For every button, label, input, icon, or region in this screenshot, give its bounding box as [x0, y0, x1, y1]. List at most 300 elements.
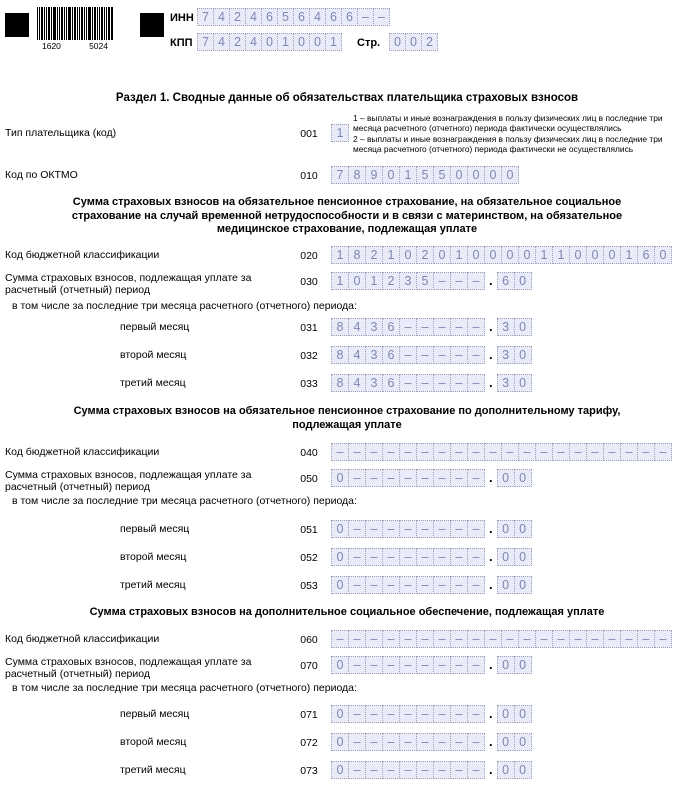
char-cell: –	[357, 8, 374, 26]
barcode-digits	[36, 41, 114, 51]
row-code-031: 031	[300, 322, 318, 334]
char-cell: –	[433, 272, 451, 290]
char-cell: 6	[382, 374, 400, 392]
char-cell: –	[416, 761, 434, 779]
char-cell: –	[433, 346, 451, 364]
char-cell: 0	[450, 166, 468, 184]
char-cell: 6	[293, 8, 310, 26]
amount-field-033	[331, 374, 532, 392]
amount-field-073	[331, 761, 532, 779]
char-cell: –	[637, 630, 655, 648]
kbk-label: Код бюджетной классификации	[5, 633, 160, 645]
char-cell: –	[484, 443, 502, 461]
char-cell: –	[433, 705, 451, 723]
char-cell: –	[365, 656, 383, 674]
char-cell: 0	[382, 166, 400, 184]
row-month1-051	[0, 520, 694, 540]
char-cell: 4	[245, 8, 262, 26]
row-code-070: 070	[300, 660, 318, 672]
char-cell: 0	[331, 548, 349, 566]
char-cell: 8	[331, 318, 349, 336]
char-cell: –	[654, 443, 672, 461]
row-month1-031	[0, 318, 694, 338]
char-cell: 3	[497, 318, 515, 336]
amount-int-053	[331, 576, 485, 594]
char-cell: –	[382, 443, 400, 461]
inn-field	[197, 8, 390, 26]
char-cell: 1	[620, 246, 638, 264]
char-cell: 0	[514, 272, 532, 290]
char-cell: –	[552, 630, 570, 648]
registration-mark-right	[140, 13, 164, 37]
char-cell: –	[416, 374, 434, 392]
char-cell: –	[399, 761, 417, 779]
month1-label: первый месяц	[120, 523, 190, 535]
including-note-3: в том числе за последние три месяца расчетного (отчетного) периода:	[12, 682, 357, 694]
char-cell: 8	[348, 246, 366, 264]
char-cell: –	[365, 761, 383, 779]
amount-field-051	[331, 520, 532, 538]
char-cell: 7	[197, 8, 214, 26]
char-cell: –	[552, 443, 570, 461]
section-title: Раздел 1. Сводные данные об обязательствах плательщика страховых взносов	[115, 92, 579, 104]
row-code-010: 010	[300, 170, 318, 182]
decimal-separator: .	[489, 706, 493, 721]
char-cell: –	[365, 630, 383, 648]
char-cell: 0	[348, 272, 366, 290]
page-number-label: Стр.	[357, 37, 381, 49]
amount-int-073	[331, 761, 485, 779]
amount-int-032	[331, 346, 485, 364]
char-cell: 0	[501, 246, 519, 264]
char-cell: –	[467, 630, 485, 648]
char-cell: 1	[535, 246, 553, 264]
amount-frac-031	[497, 318, 532, 336]
char-cell: 4	[348, 374, 366, 392]
char-cell: 1	[450, 246, 468, 264]
kbk-label: Код бюджетной классификации	[5, 249, 160, 261]
month2-label: второй месяц	[120, 736, 187, 748]
payer-type-note-line1: 1 – выплаты и иные вознаграждения в пользу физических лиц в последние три месяца расчетного (отчетного) периода фактически осуществлялись	[353, 113, 663, 134]
char-cell: 1	[331, 272, 349, 290]
char-cell: –	[365, 520, 383, 538]
char-cell: –	[382, 520, 400, 538]
char-cell: 0	[331, 576, 349, 594]
decimal-separator: .	[489, 549, 493, 564]
row-month3-053	[0, 576, 694, 596]
char-cell: 4	[213, 8, 230, 26]
char-cell: 0	[309, 33, 326, 51]
char-cell: –	[416, 346, 434, 364]
char-cell: 6	[261, 8, 278, 26]
char-cell: 2	[229, 8, 246, 26]
char-cell: –	[450, 705, 468, 723]
char-cell: 2	[365, 246, 383, 264]
amount-frac-053	[497, 576, 532, 594]
char-cell: 0	[497, 576, 515, 594]
char-cell: –	[416, 705, 434, 723]
char-cell: 2	[382, 272, 400, 290]
char-cell: –	[433, 520, 451, 538]
char-cell: –	[433, 630, 451, 648]
amount-int-071	[331, 705, 485, 723]
char-cell: –	[399, 346, 417, 364]
char-cell: 2	[416, 246, 434, 264]
char-cell: –	[348, 443, 366, 461]
char-cell: 4	[213, 33, 230, 51]
row-kbk-1	[0, 246, 694, 266]
subsection-title-2: Сумма страховых взносов на обязательное пенсионное страхование по дополнительному тарифу, подлежащая уплате	[73, 405, 621, 431]
char-cell: –	[450, 374, 468, 392]
row-code-020: 020	[300, 250, 318, 262]
char-cell: 0	[654, 246, 672, 264]
char-cell: –	[365, 705, 383, 723]
char-cell: 4	[309, 8, 326, 26]
char-cell: –	[467, 318, 485, 336]
char-cell: 1	[331, 246, 349, 264]
char-cell: 0	[497, 705, 515, 723]
char-cell: –	[467, 374, 485, 392]
char-cell: –	[467, 443, 485, 461]
char-cell: –	[637, 443, 655, 461]
char-cell: 3	[365, 346, 383, 364]
char-cell: 0	[293, 33, 310, 51]
amount-frac-072	[497, 733, 532, 751]
char-cell: –	[450, 548, 468, 566]
char-cell: –	[433, 318, 451, 336]
month1-label: первый месяц	[120, 321, 190, 333]
decimal-separator: .	[489, 273, 493, 288]
row-code-052: 052	[300, 552, 318, 564]
month2-label: второй месяц	[120, 349, 187, 361]
char-cell: –	[399, 630, 417, 648]
char-cell: 3	[365, 318, 383, 336]
char-cell: –	[518, 630, 536, 648]
char-cell: 0	[261, 33, 278, 51]
char-cell: 0	[497, 548, 515, 566]
char-cell: –	[416, 469, 434, 487]
char-cell: –	[450, 272, 468, 290]
amount-frac-052	[497, 548, 532, 566]
char-cell: –	[433, 469, 451, 487]
row-code-060: 060	[300, 634, 318, 646]
char-cell: –	[382, 761, 400, 779]
char-cell: 0	[331, 761, 349, 779]
row-amount-050	[0, 469, 694, 493]
decimal-separator: .	[489, 657, 493, 672]
char-cell: 4	[245, 33, 262, 51]
amount-period-label: Сумма страховых взносов, подлежащая уплате за расчетный (отчетный) период	[5, 469, 252, 493]
payer-type-note	[353, 113, 692, 155]
char-cell: 1	[365, 272, 383, 290]
char-cell: –	[450, 520, 468, 538]
char-cell: –	[399, 318, 417, 336]
char-cell: 0	[331, 733, 349, 751]
amount-field-053	[331, 576, 532, 594]
char-cell: –	[501, 630, 519, 648]
char-cell: –	[586, 443, 604, 461]
kbk-label: Код бюджетной классификации	[5, 446, 160, 458]
char-cell: –	[382, 576, 400, 594]
char-cell: –	[518, 443, 536, 461]
amount-field-072	[331, 733, 532, 751]
including-note-1: в том числе за последние три месяца расчетного (отчетного) периода:	[12, 300, 357, 312]
amount-field-071	[331, 705, 532, 723]
payer-type-label: Тип плательщика (код)	[5, 127, 117, 139]
char-cell: –	[399, 520, 417, 538]
char-cell: –	[348, 469, 366, 487]
char-cell: –	[416, 318, 434, 336]
amount-frac-071	[497, 705, 532, 723]
char-cell: –	[416, 576, 434, 594]
char-cell: –	[535, 443, 553, 461]
kbk-field-020	[331, 246, 672, 264]
char-cell: 5	[416, 166, 434, 184]
row-month2-032	[0, 346, 694, 366]
decimal-separator: .	[489, 375, 493, 390]
amount-int-052	[331, 548, 485, 566]
char-cell: 0	[433, 246, 451, 264]
char-cell: –	[416, 630, 434, 648]
row-month1-071	[0, 705, 694, 725]
amount-frac-033	[497, 374, 532, 392]
char-cell: –	[603, 630, 621, 648]
payer-type-field	[331, 124, 349, 142]
char-cell: 0	[389, 33, 406, 51]
char-cell: 1	[552, 246, 570, 264]
row-code-071: 071	[300, 709, 318, 721]
amount-int-030	[331, 272, 485, 290]
char-cell: –	[348, 761, 366, 779]
amount-frac-073	[497, 761, 532, 779]
char-cell: –	[365, 576, 383, 594]
char-cell: –	[399, 374, 417, 392]
decimal-separator: .	[489, 319, 493, 334]
char-cell: –	[450, 733, 468, 751]
char-cell: –	[365, 469, 383, 487]
char-cell: 0	[514, 733, 532, 751]
month3-label: третий месяц	[120, 579, 186, 591]
page-number-field	[389, 33, 438, 51]
char-cell: –	[467, 733, 485, 751]
char-cell: 0	[603, 246, 621, 264]
row-code-073: 073	[300, 765, 318, 777]
char-cell: –	[450, 656, 468, 674]
amount-int-070	[331, 656, 485, 674]
row-oktmo	[0, 166, 694, 186]
barcode-digits-right: 5024	[89, 41, 108, 51]
row-code-032: 032	[300, 350, 318, 362]
char-cell: –	[467, 761, 485, 779]
char-cell: 0	[405, 33, 422, 51]
char-cell: –	[501, 443, 519, 461]
char-cell: –	[365, 733, 383, 751]
char-cell: –	[348, 733, 366, 751]
char-cell: 1	[331, 124, 349, 142]
char-cell: –	[467, 656, 485, 674]
char-cell: 1	[399, 166, 417, 184]
char-cell: 0	[484, 166, 502, 184]
char-cell: 7	[197, 33, 214, 51]
char-cell: –	[450, 318, 468, 336]
char-cell: –	[450, 443, 468, 461]
char-cell: –	[467, 520, 485, 538]
char-cell: 0	[497, 656, 515, 674]
char-cell: –	[416, 443, 434, 461]
row-kbk-3	[0, 630, 694, 650]
char-cell: –	[399, 656, 417, 674]
char-cell: –	[348, 630, 366, 648]
char-cell: –	[467, 705, 485, 723]
char-cell: –	[331, 630, 349, 648]
char-cell: –	[416, 733, 434, 751]
char-cell: –	[348, 705, 366, 723]
char-cell: –	[569, 443, 587, 461]
row-code-040: 040	[300, 447, 318, 459]
char-cell: 0	[514, 469, 532, 487]
char-cell: –	[399, 576, 417, 594]
char-cell: 0	[497, 761, 515, 779]
char-cell: –	[654, 630, 672, 648]
amount-frac-051	[497, 520, 532, 538]
char-cell: 5	[416, 272, 434, 290]
char-cell: 3	[399, 272, 417, 290]
amount-field-050	[331, 469, 532, 487]
char-cell: –	[399, 469, 417, 487]
char-cell: –	[433, 761, 451, 779]
char-cell: 8	[331, 346, 349, 364]
decimal-separator: .	[489, 577, 493, 592]
char-cell: 0	[569, 246, 587, 264]
char-cell: –	[399, 733, 417, 751]
char-cell: 0	[514, 346, 532, 364]
inn-label: ИНН	[170, 12, 194, 24]
char-cell: –	[433, 576, 451, 594]
amount-period-label: Сумма страховых взносов, подлежащая уплате за расчетный (отчетный) период	[5, 656, 252, 680]
char-cell: –	[382, 548, 400, 566]
char-cell: –	[373, 8, 390, 26]
char-cell: 0	[399, 246, 417, 264]
char-cell: –	[620, 630, 638, 648]
char-cell: 6	[341, 8, 358, 26]
char-cell: 8	[331, 374, 349, 392]
char-cell: 0	[514, 374, 532, 392]
char-cell: –	[535, 630, 553, 648]
char-cell: –	[416, 520, 434, 538]
char-cell: –	[467, 469, 485, 487]
decimal-separator: .	[489, 521, 493, 536]
char-cell: –	[484, 630, 502, 648]
kpp-field	[197, 33, 342, 51]
amount-field-052	[331, 548, 532, 566]
barcode	[36, 7, 114, 40]
amount-field-032	[331, 346, 532, 364]
char-cell: –	[348, 520, 366, 538]
char-cell: –	[416, 656, 434, 674]
char-cell: –	[467, 346, 485, 364]
char-cell: 0	[514, 520, 532, 538]
month3-label: третий месяц	[120, 377, 186, 389]
char-cell: –	[620, 443, 638, 461]
char-cell: 0	[497, 520, 515, 538]
char-cell: 0	[467, 246, 485, 264]
kpp-label: КПП	[170, 37, 193, 49]
char-cell: –	[382, 733, 400, 751]
char-cell: –	[348, 576, 366, 594]
char-cell: 0	[331, 656, 349, 674]
amount-frac-070	[497, 656, 532, 674]
char-cell: –	[467, 548, 485, 566]
char-cell: –	[416, 548, 434, 566]
row-code-051: 051	[300, 524, 318, 536]
char-cell: 2	[421, 33, 438, 51]
month2-label: второй месяц	[120, 551, 187, 563]
char-cell: 7	[331, 166, 349, 184]
amount-frac-050	[497, 469, 532, 487]
char-cell: 2	[229, 33, 246, 51]
char-cell: 0	[331, 469, 349, 487]
char-cell: 3	[365, 374, 383, 392]
char-cell: –	[348, 548, 366, 566]
decimal-separator: .	[489, 470, 493, 485]
char-cell: 6	[637, 246, 655, 264]
char-cell: 4	[348, 318, 366, 336]
char-cell: 0	[518, 246, 536, 264]
char-cell: –	[467, 272, 485, 290]
char-cell: –	[382, 705, 400, 723]
char-cell: –	[433, 548, 451, 566]
row-month2-072	[0, 733, 694, 753]
char-cell: 3	[497, 346, 515, 364]
row-month3-073	[0, 761, 694, 781]
row-code-001: 001	[300, 128, 318, 140]
char-cell: 0	[514, 318, 532, 336]
char-cell: 0	[467, 166, 485, 184]
char-cell: 1	[382, 246, 400, 264]
amount-int-033	[331, 374, 485, 392]
amount-int-051	[331, 520, 485, 538]
row-code-050: 050	[300, 473, 318, 485]
char-cell: –	[382, 630, 400, 648]
char-cell: 0	[514, 548, 532, 566]
row-code-072: 072	[300, 737, 318, 749]
char-cell: 8	[348, 166, 366, 184]
char-cell: 1	[325, 33, 342, 51]
amount-field-070	[331, 656, 532, 674]
char-cell: –	[382, 469, 400, 487]
char-cell: 0	[484, 246, 502, 264]
amount-field-031	[331, 318, 532, 336]
row-month3-033	[0, 374, 694, 394]
row-month2-052	[0, 548, 694, 568]
char-cell: –	[467, 576, 485, 594]
payer-type-note-line2: 2 – выплаты и иные вознаграждения в пользу физических лиц в последние три месяца расчетного (отчетного) периода фактически не осуществлялись	[353, 133, 663, 155]
decimal-separator: .	[489, 762, 493, 777]
char-cell: –	[382, 656, 400, 674]
char-cell: –	[399, 443, 417, 461]
oktmo-label: Код по ОКТМО	[5, 169, 78, 181]
amount-int-050	[331, 469, 485, 487]
char-cell: 0	[497, 469, 515, 487]
row-code-053: 053	[300, 580, 318, 592]
char-cell: –	[433, 443, 451, 461]
row-code-030: 030	[300, 276, 318, 288]
barcode-digits-left: 1620	[42, 41, 61, 51]
subsection-title-3: Сумма страховых взносов на дополнительное социальное обеспечение, подлежащая уплате	[89, 606, 605, 618]
char-cell: 0	[501, 166, 519, 184]
char-cell: –	[348, 656, 366, 674]
char-cell: –	[399, 548, 417, 566]
